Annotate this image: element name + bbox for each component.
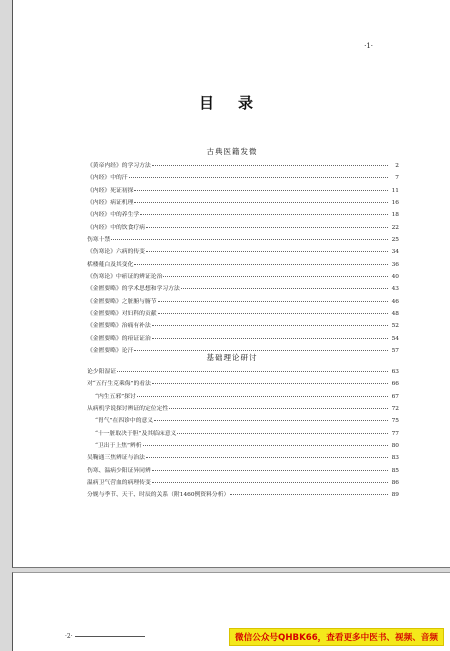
toc-entry[interactable] [87, 197, 399, 209]
toc-entry-title: 《内经》中的养生学 [87, 212, 140, 219]
toc-entry-title: 《伤寒论》中瘀证的辨证论治 [87, 274, 163, 281]
toc-entry[interactable] [87, 489, 399, 501]
page-number-top: ·1· [364, 42, 373, 50]
toc-entry-page: 75 [391, 418, 399, 425]
toc-entry-page: 66 [391, 381, 399, 388]
toc-entry[interactable] [87, 452, 399, 464]
toc-leader-dots [140, 214, 388, 215]
toc-entry[interactable] [87, 209, 399, 221]
toc-entry-title: 分娩与季节、天干、时辰的关系（附1460例资料分析） [87, 492, 230, 499]
toc-list-classics [87, 160, 399, 358]
toc-leader-dots [154, 420, 388, 421]
toc-entry[interactable] [87, 259, 399, 271]
toc-entry-page: 11 [391, 187, 399, 194]
toc-entry[interactable] [87, 440, 399, 452]
toc-leader-dots [152, 482, 388, 483]
toc-entry-title: 《内经》死证初探 [87, 187, 134, 194]
toc-entry-title: 伤寒、温病少阳证异同辨 [87, 467, 151, 474]
toc-leader-dots [158, 313, 388, 314]
toc-leader-dots [169, 408, 388, 409]
toc-leader-dots [181, 288, 388, 289]
toc-entry-page: 7 [395, 175, 399, 182]
toc-entry-page: 57 [391, 348, 399, 355]
toc-leader-dots [111, 239, 388, 240]
section-heading-classics: 古典医籍发微 [206, 147, 258, 156]
toc-entry-page: 83 [391, 455, 399, 462]
toc-entry[interactable] [87, 222, 399, 234]
watermark-banner: 微信公众号QHBK66，查看更多中医书、视频、音频 [229, 628, 444, 646]
toc-entry-title: 《金匮要略》对妇科的贡献 [87, 311, 157, 318]
toc-entry[interactable] [87, 271, 399, 283]
toc-entry[interactable] [87, 160, 399, 172]
toc-entry-page: 52 [391, 323, 399, 330]
toc-entry[interactable] [87, 185, 399, 197]
toc-list-theory [87, 366, 399, 502]
toc-entry-title: 温病卫气营血的病理传变 [87, 480, 151, 487]
toc-leader-dots [134, 264, 388, 265]
document-page [12, 0, 450, 568]
toc-entry[interactable] [87, 391, 399, 403]
toc-entry-title: 伤寒十禁 [87, 237, 111, 244]
toc-entry-page: 80 [391, 443, 399, 450]
toc-entry-title: 《伤寒论》六病的传变 [87, 249, 145, 256]
toc-entry-title: “胃气”在四诊中的意义 [95, 418, 154, 425]
toc-leader-dots [177, 433, 388, 434]
toc-leader-dots [152, 165, 388, 166]
toc-entry[interactable] [87, 366, 399, 378]
toc-entry[interactable] [87, 320, 399, 332]
toc-entry-title: 《金匮要略》论汗 [87, 348, 134, 355]
toc-entry[interactable] [87, 415, 399, 427]
toc-leader-dots [134, 350, 388, 351]
toc-entry[interactable] [87, 333, 399, 345]
toc-entry-title: “卫出于上焦”辨析 [95, 443, 142, 450]
toc-entry-page: 72 [391, 406, 399, 413]
toc-entry-title: 栝楼薤白及其变化 [87, 261, 134, 268]
toc-entry-page: 25 [391, 237, 399, 244]
toc-entry[interactable] [87, 283, 399, 295]
toc-entry-page: 2 [395, 163, 399, 169]
section-heading-theory: 基础理论研讨 [206, 353, 258, 362]
toc-leader-dots [134, 190, 388, 191]
toc-entry[interactable] [87, 234, 399, 246]
toc-entry[interactable] [87, 477, 399, 489]
toc-entry-page: 48 [391, 311, 399, 318]
toc-leader-dots [137, 396, 388, 397]
toc-leader-dots [117, 371, 388, 372]
toc-entry-page: 34 [391, 249, 399, 256]
toc-leader-dots [129, 177, 388, 178]
toc-entry-title: 《金匮要略》之脏腑与腑节 [87, 298, 157, 305]
toc-leader-dots [152, 325, 388, 326]
toc-entry-title: 对“五行生克乘侮”的看法 [87, 381, 151, 388]
toc-entry-page: 18 [391, 212, 399, 219]
toc-entry-title: 《内经》中的汗 [87, 175, 128, 182]
toc-entry-page: 46 [391, 298, 399, 305]
toc-entry-page: 89 [391, 492, 399, 499]
toc-entry-page: 86 [391, 480, 399, 487]
toc-entry-title: 从病机学说探讨辨证的定位定性 [87, 406, 169, 413]
toc-entry[interactable] [87, 378, 399, 390]
toc-leader-dots [143, 445, 388, 446]
toc-leader-dots [146, 227, 388, 228]
toc-entry-title: 《金匮要略》的疳证证治 [87, 335, 151, 342]
toc-entry[interactable] [87, 172, 399, 184]
footer-rule [75, 636, 145, 637]
toc-entry[interactable] [87, 308, 399, 320]
toc-entry-page: 22 [391, 224, 399, 231]
toc-entry-title: 《金匮要略》的学术思想和学习方法 [87, 286, 180, 293]
toc-leader-dots [163, 276, 388, 277]
toc-entry[interactable] [87, 428, 399, 440]
toc-entry-page: 54 [391, 335, 399, 342]
toc-entry-title: 《黄帝内经》的学习方法 [87, 163, 151, 169]
toc-entry-title: 《金匮要略》治痛有补法 [87, 323, 151, 330]
toc-entry-title: 《内经》中的饮食疗病 [87, 224, 145, 231]
toc-entry[interactable] [87, 403, 399, 415]
toc-entry-title: 《内经》病证机理 [87, 200, 134, 207]
toc-entry-page: 16 [391, 200, 399, 207]
toc-leader-dots [152, 383, 388, 384]
toc-entry[interactable] [87, 246, 399, 258]
toc-leader-dots [146, 457, 388, 458]
toc-entry-title: 吴鞠通三焦辨证与治法 [87, 455, 145, 462]
toc-entry[interactable] [87, 465, 399, 477]
toc-leader-dots [158, 301, 388, 302]
page-number-bottom: ·2· [65, 633, 73, 640]
toc-entry-page: 43 [391, 286, 399, 293]
toc-entry-page: 77 [391, 430, 399, 437]
toc-leader-dots [146, 251, 388, 252]
toc-leader-dots [152, 470, 388, 471]
toc-entry-page: 67 [391, 393, 399, 400]
toc-leader-dots [134, 202, 388, 203]
toc-entry-title: “内生五邪”探讨 [95, 393, 136, 400]
toc-entry-page: 63 [391, 369, 399, 375]
toc-entry-page: 85 [391, 467, 399, 474]
toc-leader-dots [230, 494, 388, 495]
toc-leader-dots [152, 338, 388, 339]
toc-entry-title: “十一脏取决于胆”及其临床意义 [95, 430, 177, 437]
toc-entry-title: 论少阳湿证 [87, 369, 116, 375]
toc-entry-page: 40 [391, 274, 399, 281]
page-title: 目录 [198, 94, 277, 112]
toc-entry-page: 36 [391, 261, 399, 268]
toc-entry[interactable] [87, 296, 399, 308]
